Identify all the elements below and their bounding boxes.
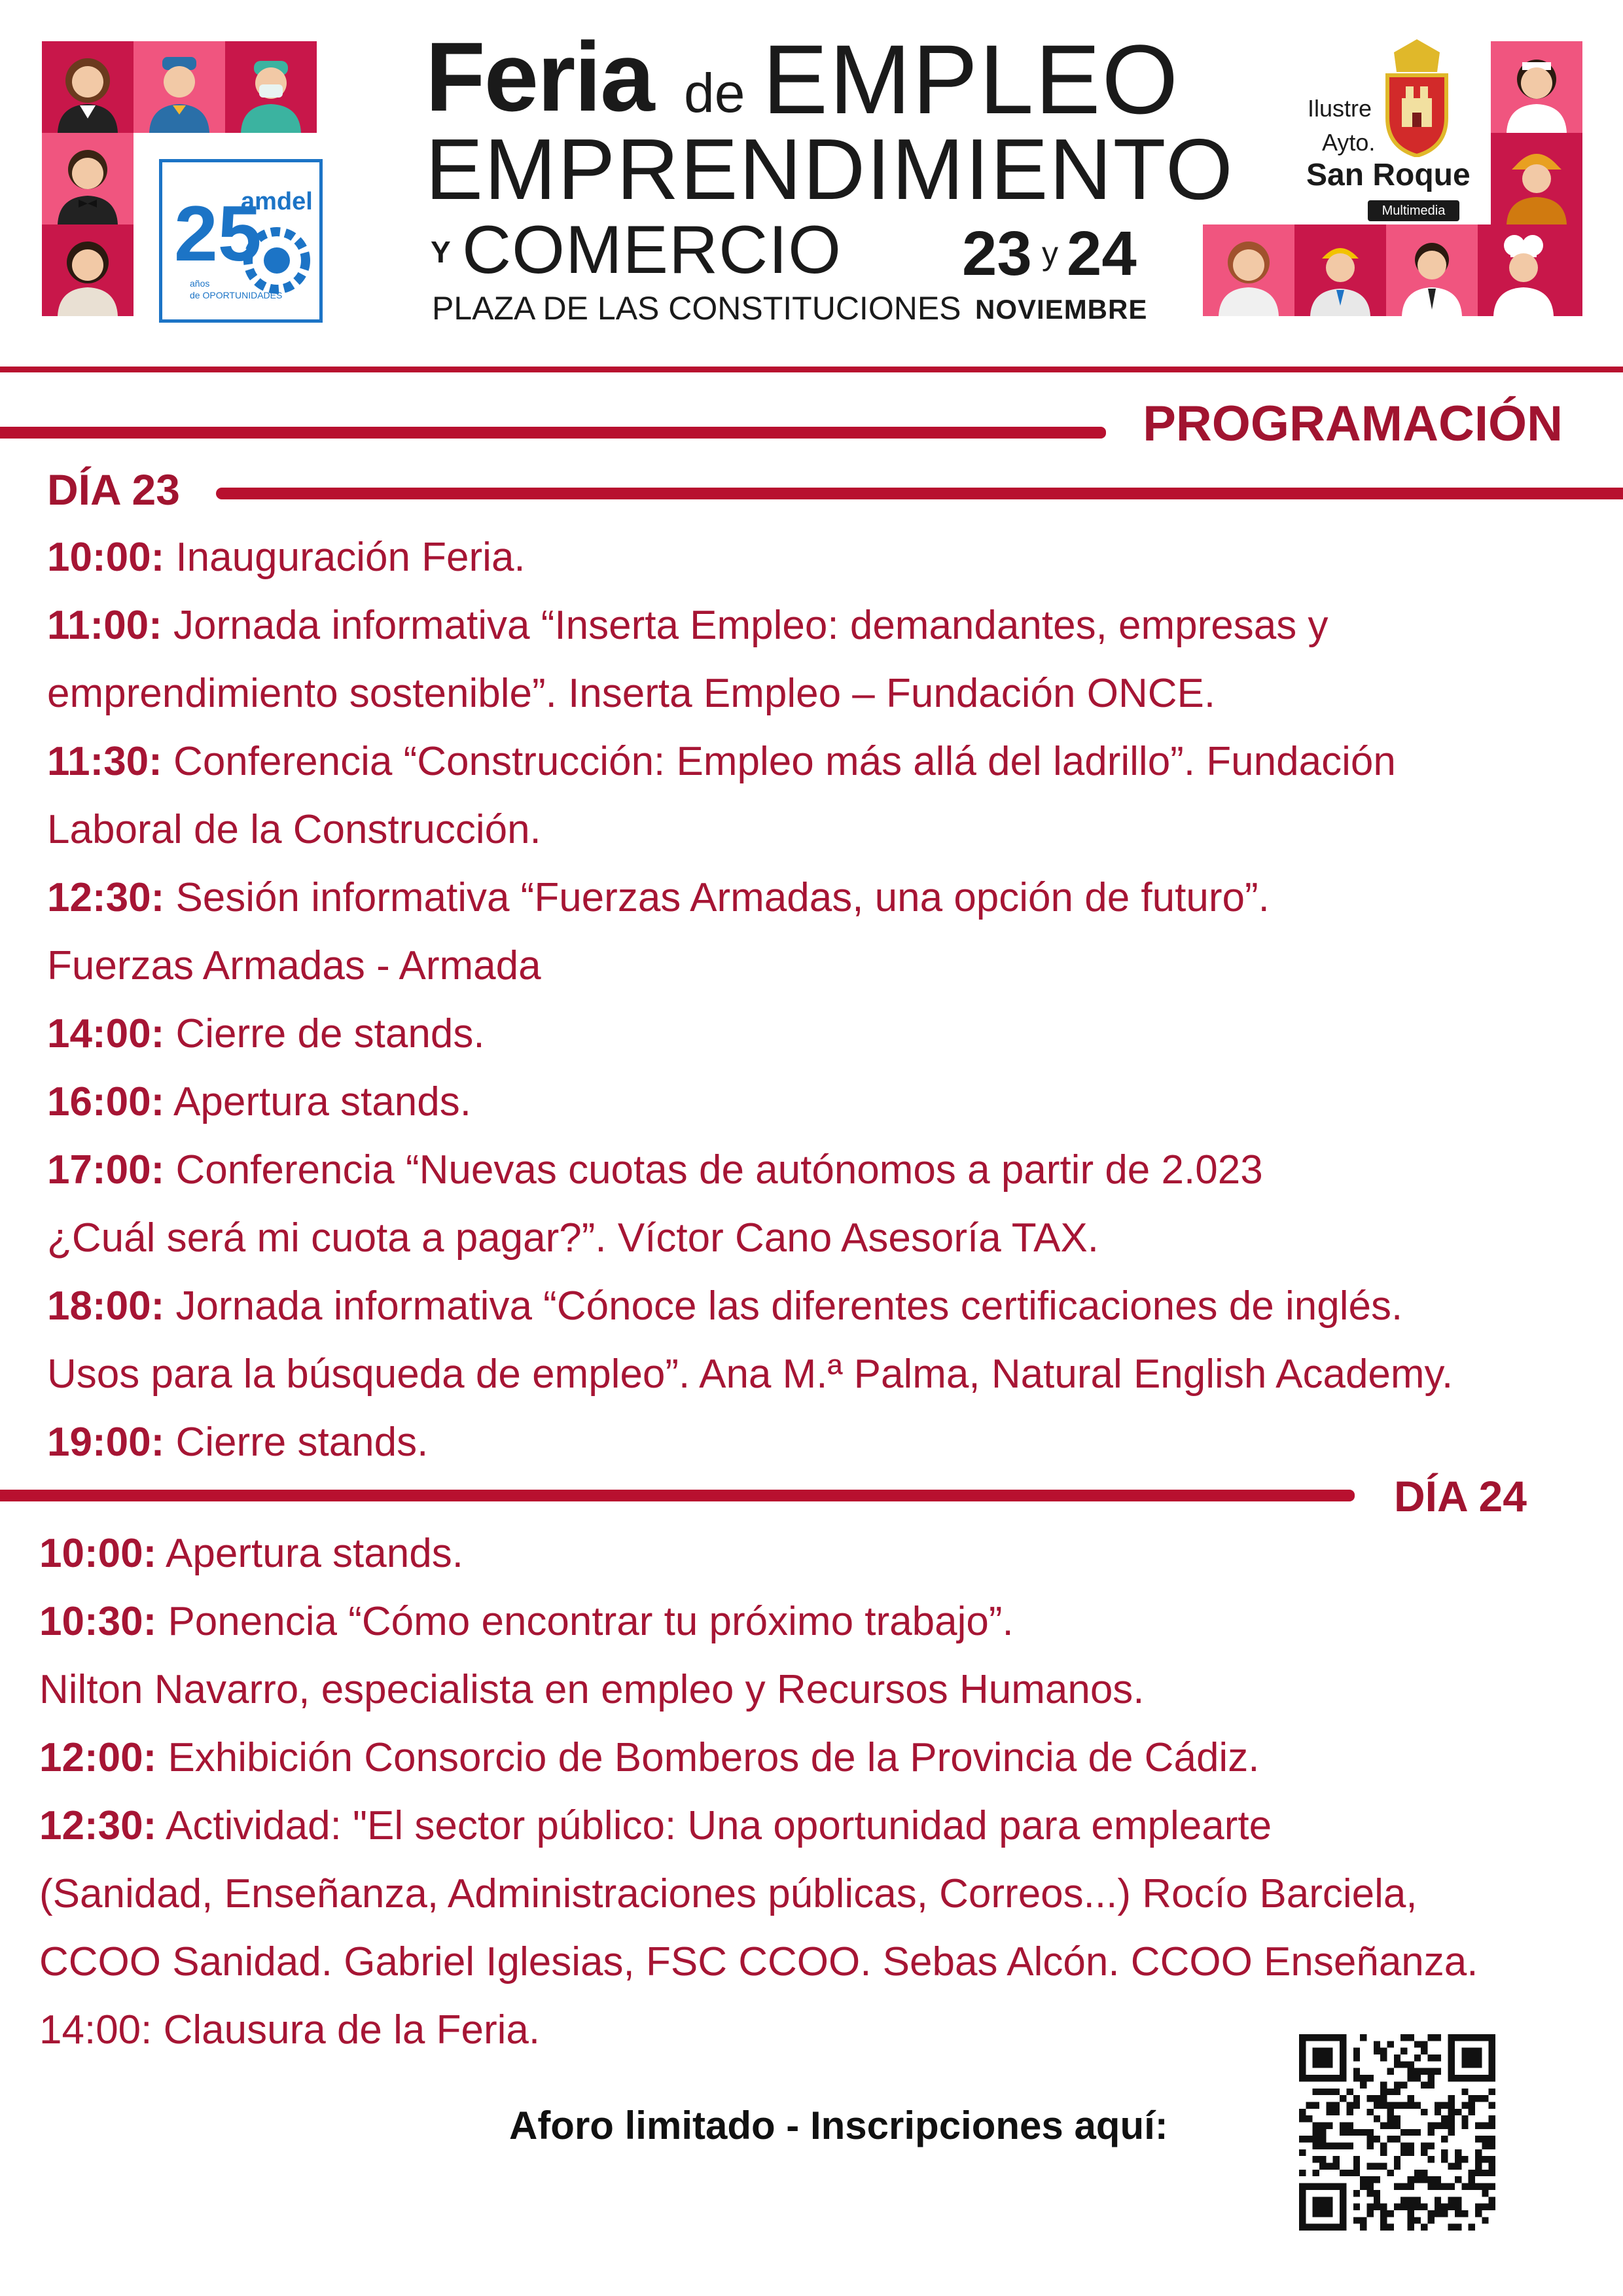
schedule-line: [39, 1588, 1584, 1656]
schedule-line: [39, 1724, 1584, 1792]
schedule-line: [47, 932, 1592, 1000]
woman-avatar-icon: [1203, 224, 1294, 316]
schedule-line: [47, 728, 1592, 796]
schedule-text: Actividad: "El sector público: Una oportunidad para emplearte: [156, 1803, 1272, 1848]
schedule-line: [47, 1068, 1592, 1136]
amdel-number: 25: [174, 190, 262, 278]
schedule-text: emprendimiento sostenible”. Inserta Empleo – Fundación ONCE.: [47, 671, 1216, 716]
amdel-tagline: de OPORTUNIDADES: [190, 290, 283, 300]
schedule-time: 18:00:: [47, 1283, 165, 1329]
schedule-line: [47, 1408, 1592, 1477]
day24-label: DÍA 24: [1394, 1472, 1527, 1520]
schedule-text: Fuerzas Armadas - Armada: [47, 943, 541, 988]
ayto-ilustre: Ilustre: [1308, 95, 1372, 122]
date-day-1: 23: [962, 219, 1032, 289]
title-comercio: COMERCIO: [462, 212, 842, 288]
schedule-time: 16:00:: [47, 1079, 165, 1124]
businessman-avatar-icon: [1386, 224, 1478, 316]
title-de: de: [684, 62, 745, 124]
schedule-time: 19:00:: [47, 1420, 165, 1465]
firefighter-avatar-icon: [1491, 133, 1582, 224]
schedule-time: 14:00:: [47, 1011, 165, 1056]
schedule-time: 10:00:: [47, 535, 165, 580]
housekeeper-avatar-icon: [1491, 41, 1582, 133]
schedule-time: 12:00:: [39, 1735, 157, 1780]
schedule-text: Inauguración Feria.: [164, 535, 526, 580]
schedule-text: 14:00: Clausura de la Feria.: [39, 2007, 541, 2053]
header-divider: [0, 367, 1623, 372]
schedule-text: Sesión informativa “Fuerzas Armadas, una opción de futuro”.: [164, 875, 1270, 920]
schedule-line: [39, 1860, 1584, 1928]
day23-label: DÍA 23: [47, 465, 180, 514]
schedule-text: Cierre de stands.: [164, 1011, 485, 1056]
nurse-avatar-icon: [225, 41, 317, 133]
schedule-text: Jornada informativa “Inserta Empleo: demandantes, empresas y: [162, 603, 1329, 648]
registration-text: Aforo limitado - Inscripciones aquí:: [509, 2104, 1168, 2147]
schedule-text: Exhibición Consorcio de Bomberos de la Provincia de Cádiz.: [156, 1735, 1260, 1780]
schedule-time: 12:30:: [47, 875, 165, 920]
amdel-years: años: [190, 278, 210, 289]
amdel-logo: [159, 159, 323, 323]
businesswoman-avatar-icon: [42, 224, 134, 316]
waitress-avatar-icon: [42, 41, 134, 133]
schedule-line: [39, 1520, 1584, 1588]
chef-avatar-icon: [1478, 224, 1582, 316]
schedule-line: [39, 1656, 1584, 1724]
schedule-text: Usos para la búsqueda de empleo”. Ana M.ª Palma, Natural English Academy.: [47, 1352, 1454, 1397]
coat-of-arms-icon: [1381, 39, 1453, 157]
ayto-name: San Roque: [1306, 158, 1471, 192]
schedule-text: Conferencia “Nuevas cuotas de autónomos a partir de 2.023: [164, 1147, 1263, 1193]
engineer-avatar-icon: [1294, 224, 1386, 316]
schedule-text: Jornada informativa “Cónoce las diferentes certificaciones de inglés.: [164, 1283, 1403, 1329]
schedule-line: [47, 1000, 1592, 1068]
schedule-line: [47, 796, 1592, 864]
schedule-line: [47, 524, 1592, 592]
day24-rule: [0, 1490, 1355, 1501]
schedule-text: Ponencia “Cómo encontrar tu próximo trabajo”.: [156, 1599, 1014, 1644]
ayto-label: Ayto.: [1322, 129, 1376, 156]
schedule-text: Apertura stands.: [156, 1531, 463, 1576]
schedule-text: Cierre stands.: [164, 1420, 429, 1465]
schedule-time: 11:30:: [47, 739, 162, 784]
schedule-text: CCOO Sanidad. Gabriel Iglesias, FSC CCOO. Sebas Alcón. CCOO Enseñanza.: [39, 1939, 1478, 1984]
schedule-line: [39, 1792, 1584, 1860]
schedule-text: Apertura stands.: [164, 1079, 471, 1124]
schedule-time: 11:00:: [47, 603, 162, 648]
date-day-2: 24: [1067, 219, 1137, 289]
schedule-line: [47, 1136, 1592, 1204]
schedule-line: [47, 1272, 1592, 1340]
day23-schedule: [47, 524, 1592, 1477]
schedule-line: [47, 1340, 1592, 1408]
date-and: y: [1042, 235, 1058, 272]
day23-rule: [216, 488, 1623, 499]
multimedia-logo: Multimedia: [1368, 200, 1459, 221]
programacion-title: PROGRAMACIÓN: [1143, 396, 1563, 452]
day24-schedule: [39, 1520, 1584, 2064]
date-month: NOVIEMBRE: [975, 294, 1148, 325]
title-feria: Feria: [425, 22, 654, 132]
schedule-time: 17:00:: [47, 1147, 165, 1193]
schedule-text: Conferencia “Construcción: Empleo más allá del ladrillo”. Fundación: [162, 739, 1396, 784]
schedule-line: [47, 592, 1592, 660]
venue-text: PLAZA DE LAS CONSTITUCIONES: [432, 290, 961, 327]
schedule-text: Laboral de la Construcción.: [47, 807, 541, 852]
qr-code-icon[interactable]: [1299, 2034, 1495, 2231]
programacion-rule: [0, 427, 1106, 439]
schedule-line: [39, 1928, 1584, 1996]
schedule-time: 12:30:: [39, 1803, 157, 1848]
waiter-avatar-icon: [42, 133, 134, 224]
schedule-text: ¿Cuál será mi cuota a pagar?”. Víctor Cano Asesoría TAX.: [47, 1215, 1099, 1261]
schedule-line: [47, 864, 1592, 932]
schedule-text: (Sanidad, Enseñanza, Administraciones públicas, Correos...) Rocío Barciela,: [39, 1871, 1418, 1916]
flight-attendant-avatar-icon: [134, 41, 225, 133]
schedule-line: [47, 1204, 1592, 1272]
schedule-text: Nilton Navarro, especialista en empleo y Recursos Humanos.: [39, 1667, 1145, 1712]
amdel-name: amdel: [241, 188, 313, 215]
schedule-time: 10:30:: [39, 1599, 157, 1644]
schedule-time: 10:00:: [39, 1531, 157, 1576]
title-y: Y: [431, 235, 451, 269]
schedule-line: [47, 660, 1592, 728]
title-emprendimiento: EMPRENDIMIENTO: [425, 121, 1234, 217]
title-empleo: EMPLEO: [762, 24, 1180, 134]
